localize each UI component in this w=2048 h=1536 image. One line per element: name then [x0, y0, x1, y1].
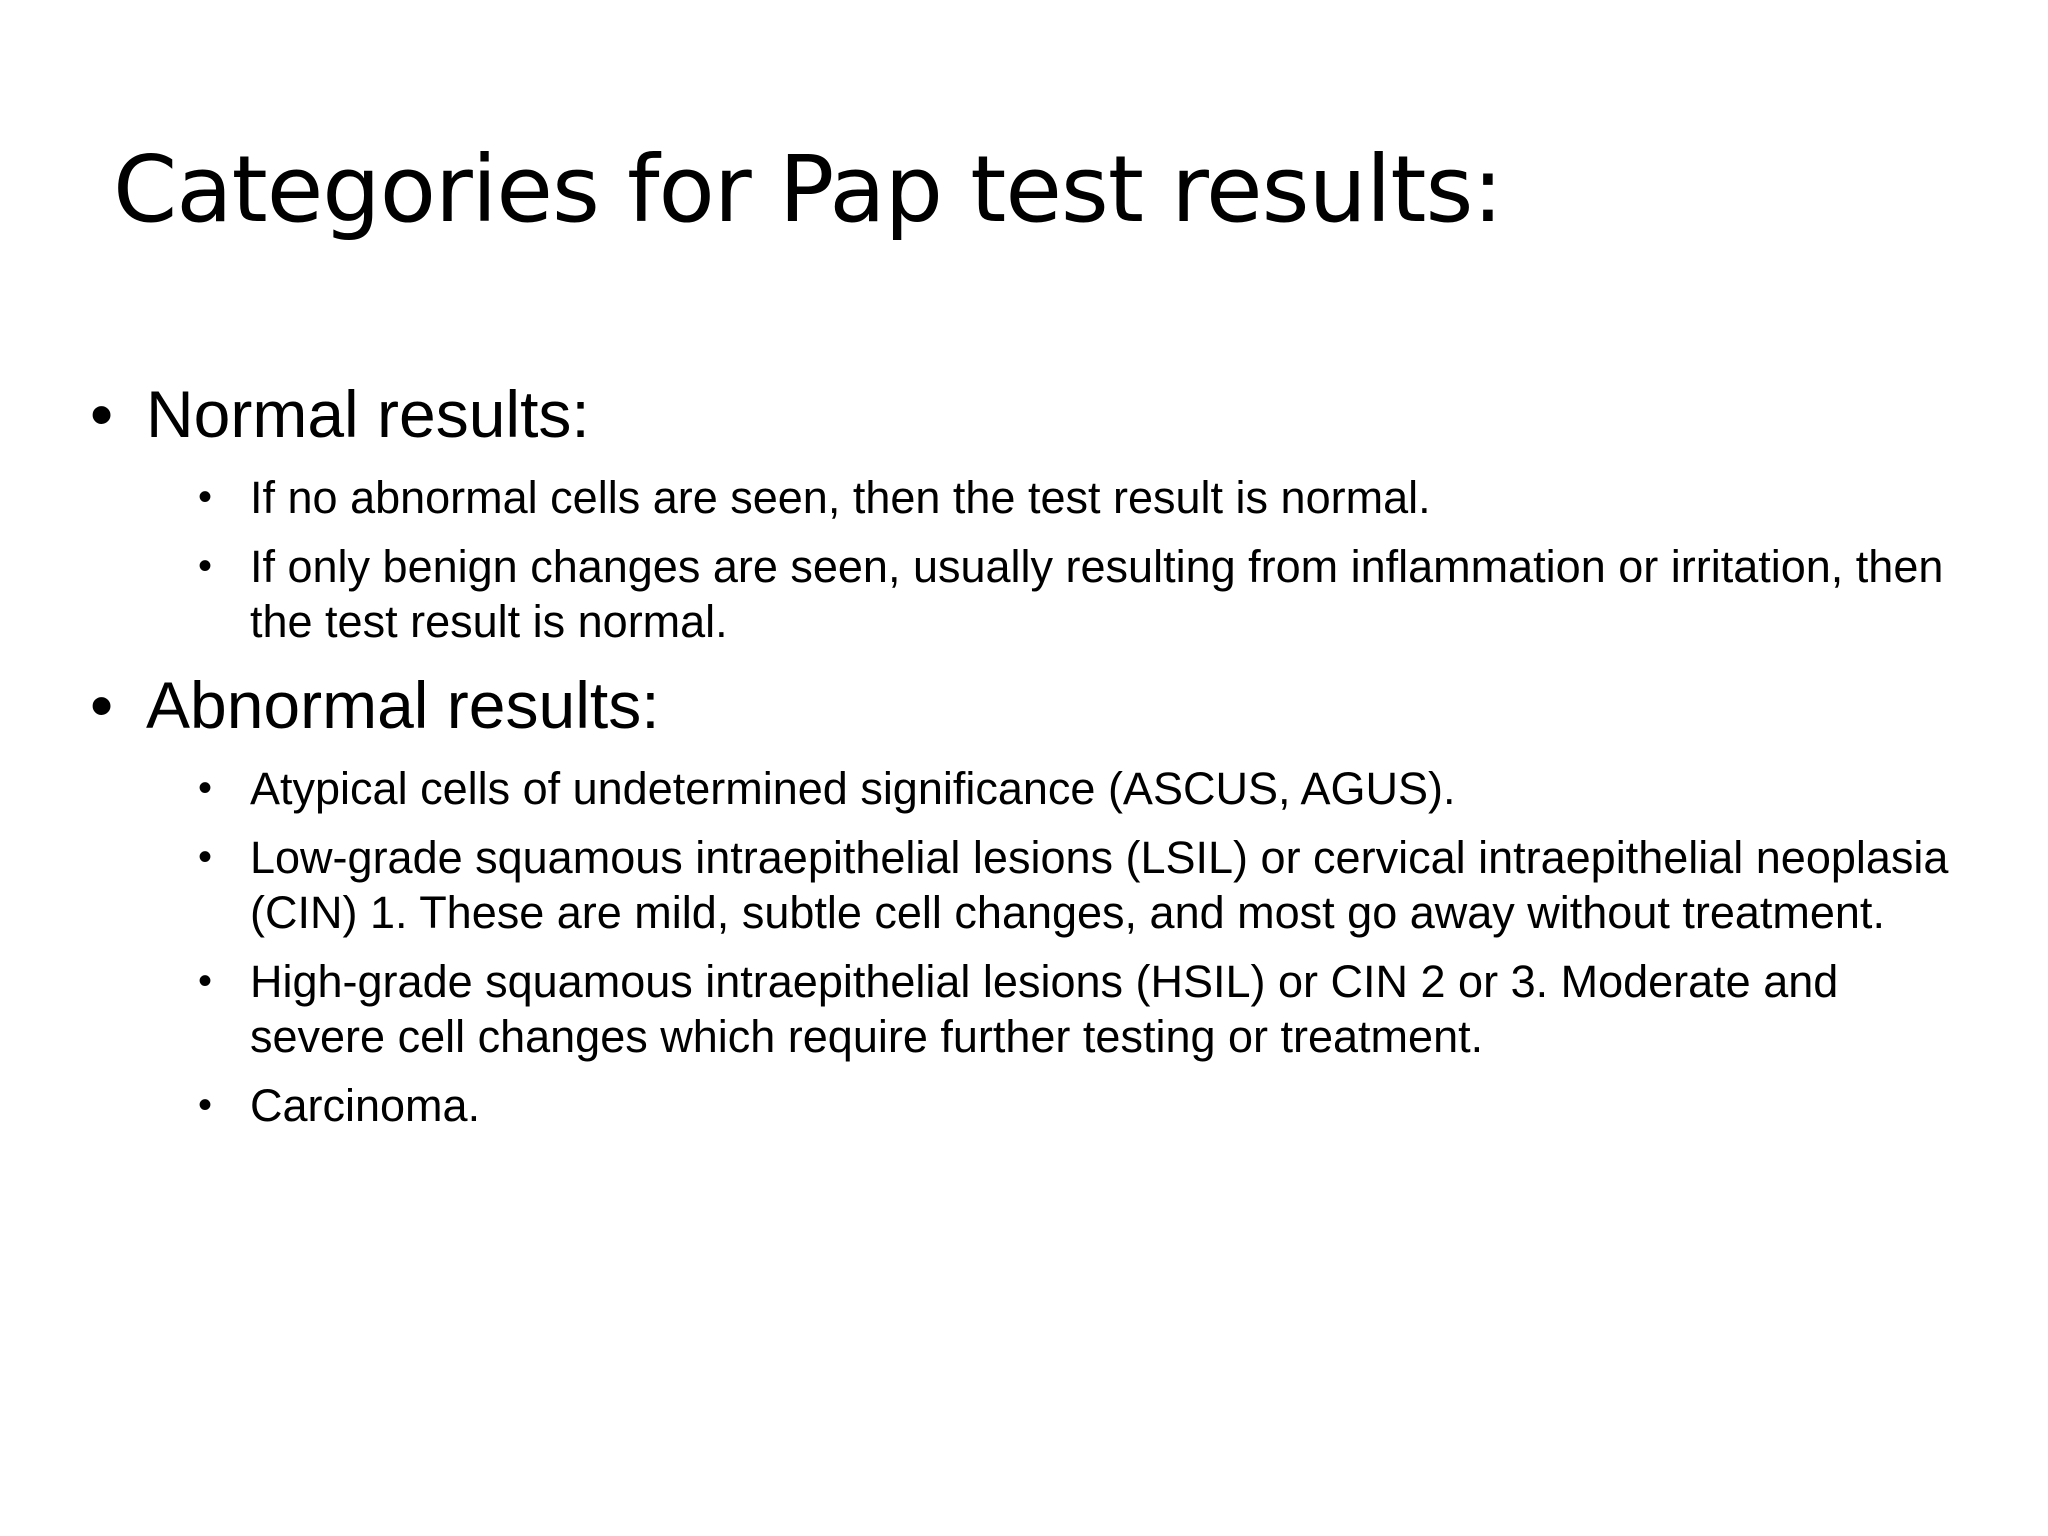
bullet-dot-icon: • — [198, 766, 213, 810]
sub-bullet-list — [90, 470, 1970, 649]
bullet-dot-icon: • — [198, 835, 213, 879]
slide-title: Categories for Pap test results: — [113, 136, 1503, 243]
list-item-text: Carcinoma. — [250, 1080, 481, 1131]
bullet-dot-icon: • — [198, 1083, 213, 1127]
heading-label: Abnormal results: — [146, 668, 660, 742]
list-item — [198, 539, 1970, 649]
heading-label: Normal results: — [146, 377, 590, 451]
list-item-text: Low-grade squamous intraepithelial lesions (LSIL) or cervical intraepithelial neoplasia (CIN) 1. These are mild, subtle cell changes, and most go away without treatment. — [250, 832, 1949, 938]
list-item — [198, 470, 1970, 525]
bullet-dot-icon: • — [198, 475, 213, 519]
list-item — [198, 830, 1990, 940]
list-item-text: If only benign changes are seen, usually resulting from inflammation or irritation, then the test result is normal. — [250, 541, 1944, 647]
bullet-dot-icon: • — [90, 668, 114, 742]
spacer — [90, 649, 1970, 663]
bullet-dot-icon: • — [198, 959, 213, 1003]
list-item-text: Atypical cells of undetermined significance (ASCUS, AGUS). — [250, 763, 1456, 814]
list-item-text: If no abnormal cells are seen, then the test result is normal. — [250, 472, 1431, 523]
section-abnormal-results — [90, 663, 1970, 1133]
list-item-text: High-grade squamous intraepithelial lesions (HSIL) or CIN 2 or 3. Moderate and severe cell changes which require further testing or treatment. — [250, 956, 1839, 1062]
bullet-dot-icon: • — [198, 544, 213, 588]
bullet-heading — [90, 663, 1970, 747]
list-item — [198, 954, 1890, 1064]
sub-bullet-list — [90, 761, 1970, 1133]
list-item — [198, 761, 1970, 816]
slide-body — [90, 372, 1970, 1133]
list-item — [198, 1078, 1970, 1133]
bullet-dot-icon: • — [90, 377, 114, 451]
section-normal-results — [90, 372, 1970, 649]
bullet-heading — [90, 372, 1970, 456]
